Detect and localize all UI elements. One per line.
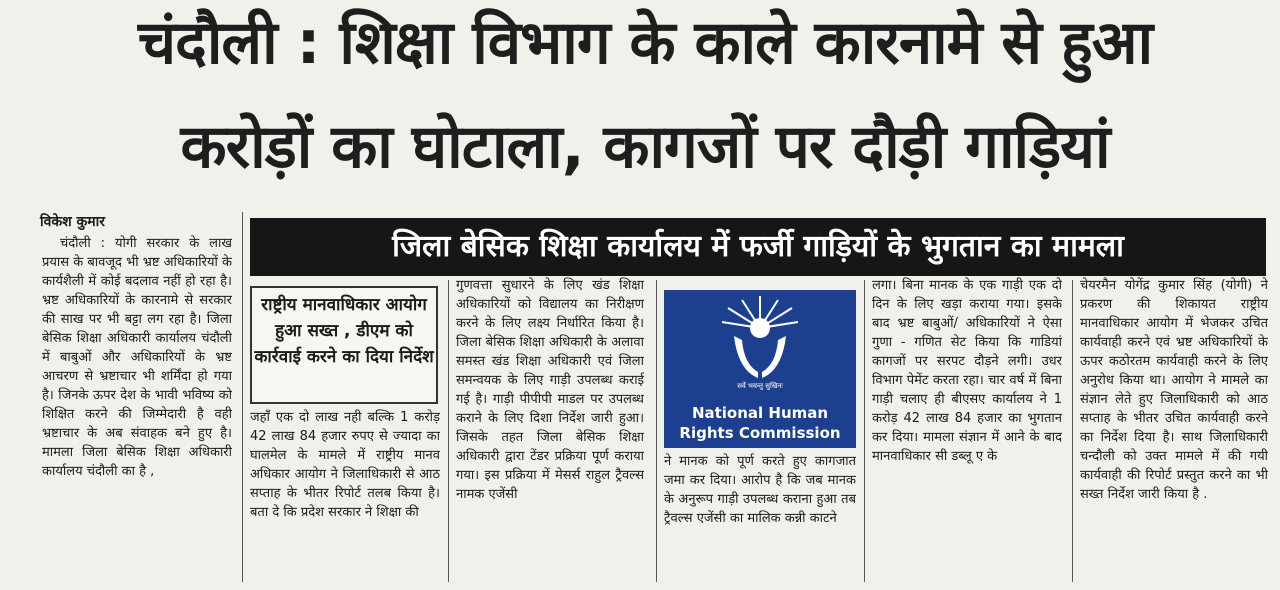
byline: विकेश कुमार [40,214,106,230]
column-divider [656,280,657,582]
nhrc-logo-text-2: Rights Commission [679,424,841,442]
column-divider [864,280,865,582]
headline-line-2: करोड़ों का घोटाला, कागजों पर दौड़ी गाड़ियां [180,112,1110,182]
column-divider [242,212,243,582]
nhrc-logo-text-1: National Human [691,404,829,422]
highlight-box: राष्ट्रीय मानवाधिकार आयोग हुआ सख्त , डीएम को कार्रवाई करने का दिया निर्देश [250,286,438,404]
sun-hands-emblem-icon [664,290,856,390]
subheadline-banner: जिला बेसिक शिक्षा कार्यालय में फर्जी गाड़ियों के भुगतान का मामला [250,218,1266,276]
article-column-1: चंदौली : योगी सरकार के लाख प्रयास के बावजूद भी भ्रष्ट अधिकारियों के कार्यशैली में कोई बदलाव नहीं हो रहा है। भ्रष्ट अधिकारियों के कारनामे से सरकार की साख पर भी बट्टा लग रहा है। जिला बेसिक शिक्षा अधिकारी कार्यालय चंदौली में बाबुओं और अधिकारियों के भ्रष्ट आचरण से भ्रष्टाचार भी शर्मिंदा हो गया है। जिनके ऊपर देश के भावी भविष्य को शिक्षित करने की जिम्मेदारी है वही भ्रष्टाचार के अब संवाहक बने हुए है। मामला जिला बेसिक शिक्षा अधिकारी कार्यालय चंदौली का है , [42,236,232,479]
column-divider [448,280,449,582]
article-column-5: लगा। बिना मानक के एक गाड़ी एक दो दिन के लिए खड़ा कराया गया। इसके बाद भ्रष्ट बाबुओं/ अधिकारियों ने ऐसा गुणा - गणित सेट किया कि गाडियां कागजों पर सरपट दौड़ने लगी। उधर विभाग पेमेंट करता रहा। चार वर्ष में बिना गाड़ी चलाए ही बीएसए कार्यालय ने 1 करोड़ 42 लाख 84 हजार का भुगतान कर दिया। मामला संज्ञान में आने के बाद मानवाधिकार सी डब्लू ए के [872,278,1062,464]
article-column-3: गुणवत्ता सुधारने के लिए खंड शिक्षा अधिकारियों को विद्यालय का निरीक्षण करने के लिए लक्ष्य निर्धारित किया है। जिला बेसिक शिक्षा अधिकारी के अलावा समस्त खंड शिक्षा अधिकारी एवं जिला समन्वयक के लिए गाड़ी उपलब्ध कराई गई है। गाड़ी पीपीपी माडल पर उपलब्ध कराने के लिए दिशा निर्देश जारी हुआ। जिसके तहत जिला बेसिक शिक्षा अधिकारी द्वारा टेंडर प्रक्रिया पूर्ण कराया गया। इस प्रक्रिया में मेसर्स राहुल ट्रैवल्स नामक एजेंसी [456,278,644,502]
article-column-2: जहाँ एक दो लाख नही बल्कि 1 करोड़ 42 लाख 84 हजार रुपए से ज्यादा का घालमेल के मामले में राष्ट्रीय मानव अधिकार आयोग ने जिलाधिकारी से आठ सप्ताह के भीतर रिपोर्ट तलब किया है। बता दे कि प्रदेश सरकार ने शिक्षा की [250,410,440,520]
headline-line-1: चंदौली : शिक्षा विभाग के काले कारनामे से हुआ [137,8,1153,78]
column-divider [1072,280,1073,582]
article-column-4: ने मानक को पूर्ण करते हुए कागजात जमा कर दिया। आरोप है कि जब मानक के अनुरूप गाड़ी उपलब्ध कराना हुआ तब ट्रैवल्स एजेंसी का मालिक कन्नी काटने [664,454,856,526]
article-column-6: चेयरमैन योगेंद्र कुमार सिंह (योगी) ने प्रकरण की शिकायत राष्ट्रीय मानवाधिकार आयोग में भेजकर उचित कार्यवाही करने एवं भ्रष्ट अधिकारियों के ऊपर कठोरतम कार्यवाही करने के लिए अनुरोध किया था। आयोग ने मामले का संज्ञान लेते हुए जिलाधिकारी को आठ सप्ताह के भीतर उचित कार्यवाही करने का निर्देश दिया है। साथ जिलाधिकारी चन्दौली को उक्त मामले में की गयी कार्यवाही की रिपोर्ट प्रस्तुत करने का भी सख्त निर्देश जारी किया है . [1080,278,1268,502]
nhrc-logo-image [664,290,856,448]
nhrc-motto: सर्वे भवन्तु सुखिनः [737,382,783,390]
